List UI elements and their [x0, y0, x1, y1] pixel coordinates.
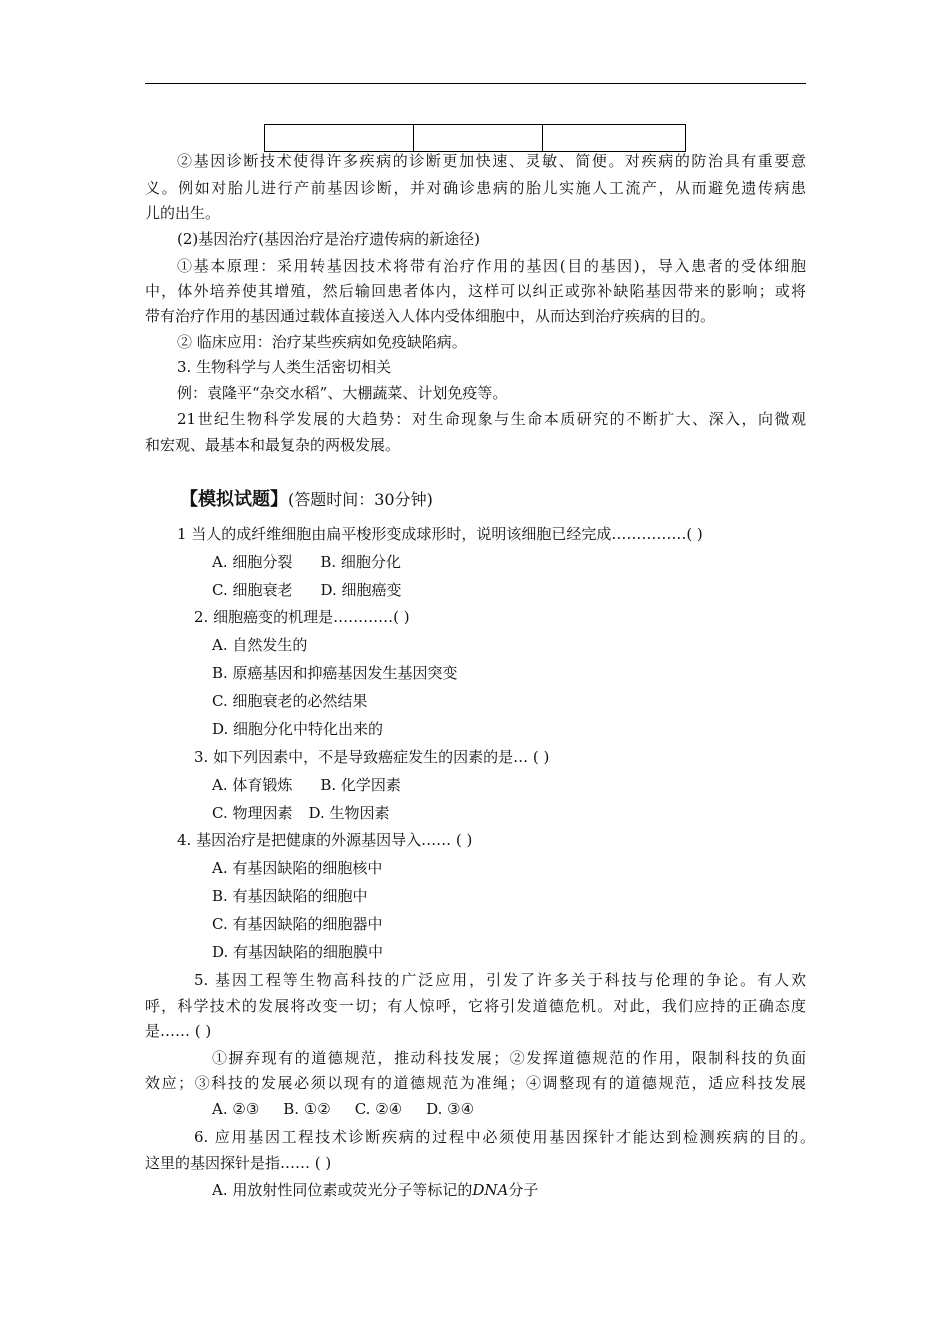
- question-stem: 3. 如下列因素中，不是导致癌症发生的因素的是… ( ): [194, 748, 550, 766]
- question-info: ①摒弃现有的道德规范，推动科技发展；②发挥道德规范的作用，限制科技的负面: [212, 1049, 806, 1067]
- table-cell: [543, 125, 686, 152]
- table-cell: [265, 125, 414, 152]
- option-row: [212, 552, 401, 572]
- header-rule: [145, 83, 806, 84]
- option-a: A. 细胞分裂: [212, 553, 293, 571]
- option-a-prefix: A. 用放射性同位素或荧光分子等标记的: [212, 1181, 473, 1199]
- question-stem: 6. 应用基因工程技术诊断疾病的过程中必须使用基因探针才能达到检测疾病的目的。: [194, 1128, 815, 1146]
- question-info: 效应；③科技的发展必须以现有的道德规范为准绳；④调整现有的道德规范，适应科技发展: [145, 1074, 806, 1092]
- option-a-dna: DNA: [472, 1181, 509, 1199]
- table-fragment: [264, 124, 686, 152]
- paragraph-line: 中，体外培养使其增殖，然后输回患者体内，这样可以纠正或弥补缺陷基因带来的影响；或将: [145, 282, 806, 300]
- option-d: D. 生物因素: [308, 804, 390, 822]
- question-stem-cont: 是…… ( ): [145, 1022, 212, 1040]
- option-a: A. 有基因缺陷的细胞核中: [212, 859, 383, 877]
- table-cell: [414, 125, 543, 152]
- option-b: B. 细胞分化: [320, 553, 401, 571]
- question-stem: 5. 基因工程等生物高科技的广泛应用，引发了许多关于科技与伦理的争论。有人欢: [194, 971, 806, 989]
- option-row: [212, 1099, 474, 1119]
- option-c: C. 有基因缺陷的细胞器中: [212, 915, 383, 933]
- paragraph-line: 21世纪生物科学发展的大趋势：对生命现象与生命本质研究的不断扩大、深入，向微观: [177, 410, 806, 428]
- question-stem: 1 当人的成纤维细胞由扁平梭形变成球形时，说明该细胞已经完成……………( ): [177, 525, 703, 543]
- heading-title: 【模拟试题】: [180, 489, 288, 510]
- paragraph-line: ② 临床应用：治疗某些疾病如免疫缺陷病。: [177, 333, 467, 351]
- option-d: D. 细胞分化中特化出来的: [212, 720, 384, 738]
- option-b: B. 原癌基因和抑癌基因发生基因突变: [212, 664, 458, 682]
- option-d: D. ③④: [426, 1100, 475, 1118]
- paragraph-line: 例：袁隆平“杂交水稻”、大棚蔬菜、计划免疫等。: [177, 384, 508, 402]
- option-d: D. 有基因缺陷的细胞膜中: [212, 943, 384, 961]
- option-row: [212, 803, 390, 823]
- section-heading: [180, 488, 433, 512]
- option-b: B. 化学因素: [320, 776, 401, 794]
- option-a: A. ②③: [212, 1100, 260, 1118]
- option-c: C. 物理因素: [212, 804, 293, 822]
- option-b: B. ①②: [283, 1100, 331, 1118]
- paragraph-line: 和宏观、最基本和最复杂的两极发展。: [145, 436, 401, 454]
- paragraph-line: ①基本原理：采用转基因技术将带有治疗作用的基因(目的基因)，导入患者的受体细胞: [177, 257, 806, 275]
- paragraph-line: 义。例如对胎儿进行产前基因诊断，并对确诊患病的胎儿实施人工流产，从而避免遗传病患: [145, 179, 806, 197]
- subheading-gene-therapy: (2)基因治疗(基因治疗是治疗遗传病的新途径): [177, 230, 480, 248]
- question-stem-cont: 呼，科学技术的发展将改变一切；有人惊呼，它将引发道德危机。对此，我们应持的正确态度: [145, 997, 806, 1015]
- option-c: C. 细胞衰老: [212, 581, 293, 599]
- heading-subtitle: (答题时间：30分钟): [288, 490, 433, 509]
- paragraph-line: 带有治疗作用的基因通过载体直接送入人体内受体细胞中，从而达到治疗疾病的目的。: [145, 307, 716, 325]
- option-d: D. 细胞癌变: [320, 581, 402, 599]
- option-b: B. 有基因缺陷的细胞中: [212, 887, 368, 905]
- option-row: [212, 580, 402, 600]
- option-c: C. ②④: [354, 1100, 403, 1118]
- option-row: [212, 775, 401, 795]
- question-stem-cont: 这里的基因探针是指…… ( ): [145, 1154, 332, 1172]
- option-c: C. 细胞衰老的必然结果: [212, 692, 368, 710]
- paragraph-line: 儿的出生。: [145, 204, 221, 222]
- question-stem: 4. 基因治疗是把健康的外源基因导入…… ( ): [177, 831, 473, 849]
- question-stem: 2. 细胞癌变的机理是…………( ): [194, 608, 410, 626]
- option-a: [212, 1180, 538, 1200]
- paragraph-line: ②基因诊断技术使得许多疾病的诊断更加快速、灵敏、简便。对疾病的防治具有重要意: [177, 152, 806, 170]
- option-a: A. 自然发生的: [212, 636, 308, 654]
- option-a: A. 体育锻炼: [212, 776, 293, 794]
- paragraph-line: 3. 生物科学与人类生活密切相关: [177, 358, 392, 376]
- option-a-suffix: 分子: [508, 1181, 539, 1199]
